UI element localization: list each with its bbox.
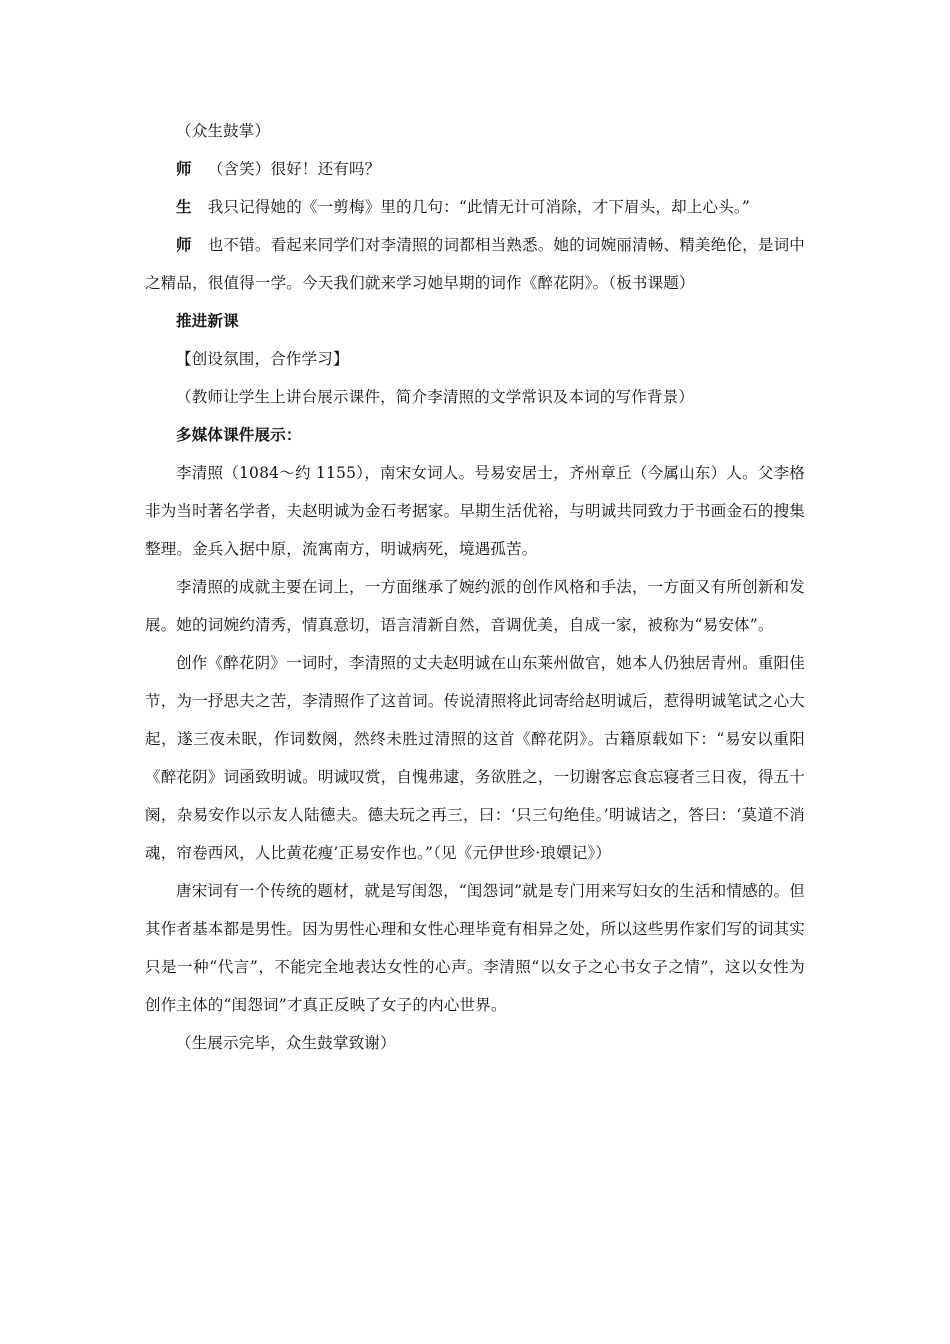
speaker-label: 师	[176, 160, 192, 178]
paragraph-applause: （众生鼓掌）	[176, 122, 271, 140]
stage-direction: （教师让学生上讲台展示课件，简介李清照的文学常识及本词的写作背景）	[176, 388, 695, 406]
stage-direction-end: （生展示完毕，众生鼓掌致谢）	[176, 1034, 396, 1052]
speaker-label: 生	[176, 198, 192, 216]
dialogue-text: 我只记得她的《一剪梅》里的几句：“此情无计可消除，才下眉头，却上心头。”	[207, 198, 751, 216]
document-body	[145, 112, 805, 1062]
paragraph-achievement: 李清照的成就主要在词上，一方面继承了婉约派的创作风格和手法，一方面又有所创新和发展。她的词婉约清秀，情真意切，语言清新自然，音调优美，自成一家，被称为“易安体”。	[145, 578, 805, 634]
dialogue-text: （含笑）很好！还有吗？	[207, 160, 381, 178]
speaker-label: 师	[176, 236, 192, 254]
dialogue-teacher-1	[145, 150, 805, 188]
dialogue-text: 也不错。看起来同学们对李清照的词都相当熟悉。她的词婉丽清畅、精美绝伦，是词中之精品，很值得一学。今天我们就来学习她早期的词作《醉花阴》。（板书课题）	[145, 236, 805, 292]
subsection-title: 【创设氛围，合作学习】	[176, 350, 349, 368]
paragraph-background: 创作《醉花阴》一词时，李清照的丈夫赵明诚在山东莱州做官，她本人仍独居青州。重阳佳节，为一抒思夫之苦，李清照作了这首词。传说清照将此词寄给赵明诚后，惹得明诚笔试之心大起，遂三夜未眠，作词数阕，然终未胜过清照的这首《醉花阴》。古籍原载如下：“易安以重阳《醉花阴》词函致明诚。明诚叹赏，自愧弗逮，务欲胜之，一切谢客忘食忘寝者三日夜，得五十阕，杂易安作以示友人陆德夫。德夫玩之再三，曰：‘只三句绝佳。’明诚诘之，答曰：‘莫道不消魂，帘卷西风，人比黄花瘦’正易安作也。”（见《元伊世珍·琅嬛记》）	[145, 654, 805, 862]
dialogue-student-1	[145, 188, 805, 226]
paragraph-theme: 唐宋词有一个传统的题材，就是写闺怨，“闺怨词”就是专门用来写妇女的生活和情感的。但其作者基本都是男性。因为男性心理和女性心理毕竟有相异之处，所以这些男作家们写的词其实只是一种“代言”，不能完全地表达女性的心声。李清照“以女子之心书女子之情”，这以女性为创作主体的“闺怨词”才真正反映了女子的内心世界。	[145, 882, 805, 1014]
section-heading-new-lesson: 推进新课	[176, 312, 239, 330]
section-heading-multimedia: 多媒体课件展示：	[176, 426, 302, 444]
paragraph-biography: 李清照（1084～约 1155），南宋女词人。号易安居士，齐州章丘（今属山东）人。父李格非为当时著名学者，夫赵明诚为金石考据家。早期生活优裕，与明诚共同致力于书画金石的搜集整理。金兵入据中原，流寓南方，明诚病死，境遇孤苦。	[145, 464, 805, 558]
dialogue-teacher-2	[145, 226, 805, 302]
